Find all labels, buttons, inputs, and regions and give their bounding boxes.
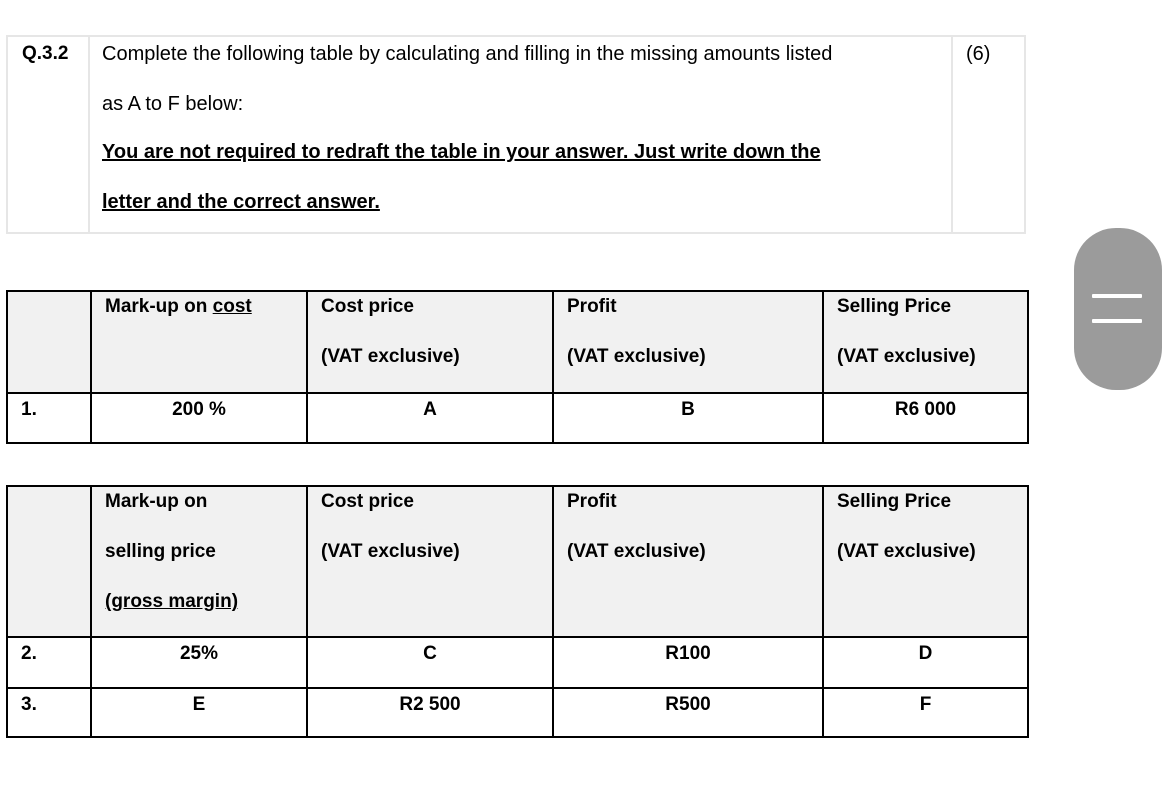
- header-cell-empty: [7, 486, 91, 637]
- cell-markup: 25%: [91, 637, 307, 688]
- question-text-line-1: Complete the following table by calculating and filling in the missing amounts listed: [102, 43, 833, 65]
- cell-cost: A: [307, 393, 553, 443]
- table-header-row: [7, 291, 1028, 393]
- question-box: [6, 35, 1026, 234]
- row-number: 2.: [7, 637, 91, 688]
- cell-selling: D: [823, 637, 1028, 688]
- question-instruction-line-2: letter and the correct answer.: [102, 191, 380, 213]
- drag-handle[interactable]: [1074, 228, 1162, 390]
- cell-markup: E: [91, 688, 307, 737]
- header-cost-price: Cost price (VAT exclusive): [307, 486, 553, 637]
- table-row: [7, 688, 1028, 737]
- cell-cost: C: [307, 637, 553, 688]
- question-marks: (6): [966, 43, 991, 65]
- table-row: [7, 637, 1028, 688]
- cell-selling: R6 000: [823, 393, 1028, 443]
- header-cell-empty: [7, 291, 91, 393]
- header-markup-on-cost: Mark-up on cost: [91, 291, 307, 393]
- header-selling-price: Selling Price (VAT exclusive): [823, 291, 1028, 393]
- cell-cost: R2 500: [307, 688, 553, 737]
- table-header-row: [7, 486, 1028, 637]
- header-profit: Profit (VAT exclusive): [553, 291, 823, 393]
- cell-profit: R500: [553, 688, 823, 737]
- markup-on-selling-price-table: [6, 485, 1029, 738]
- column-divider: [951, 37, 953, 232]
- grip-line-icon: [1092, 319, 1142, 323]
- question-instruction-line-1: You are not required to redraft the table in your answer. Just write down the: [102, 141, 821, 163]
- column-divider: [88, 37, 90, 232]
- question-number: Q.3.2: [22, 43, 69, 64]
- cell-profit: B: [553, 393, 823, 443]
- cell-profit: R100: [553, 637, 823, 688]
- header-selling-price: Selling Price (VAT exclusive): [823, 486, 1028, 637]
- cell-markup: 200 %: [91, 393, 307, 443]
- row-number: 1.: [7, 393, 91, 443]
- header-markup-on-selling-price: Mark-up on selling price (gross margin): [91, 486, 307, 637]
- grip-line-icon: [1092, 294, 1142, 298]
- header-cost-price: Cost price (VAT exclusive): [307, 291, 553, 393]
- header-profit: Profit (VAT exclusive): [553, 486, 823, 637]
- question-text-line-2: as A to F below:: [102, 93, 244, 115]
- table-row: [7, 393, 1028, 443]
- markup-on-cost-table: [6, 290, 1029, 444]
- row-number: 3.: [7, 688, 91, 737]
- cell-selling: F: [823, 688, 1028, 737]
